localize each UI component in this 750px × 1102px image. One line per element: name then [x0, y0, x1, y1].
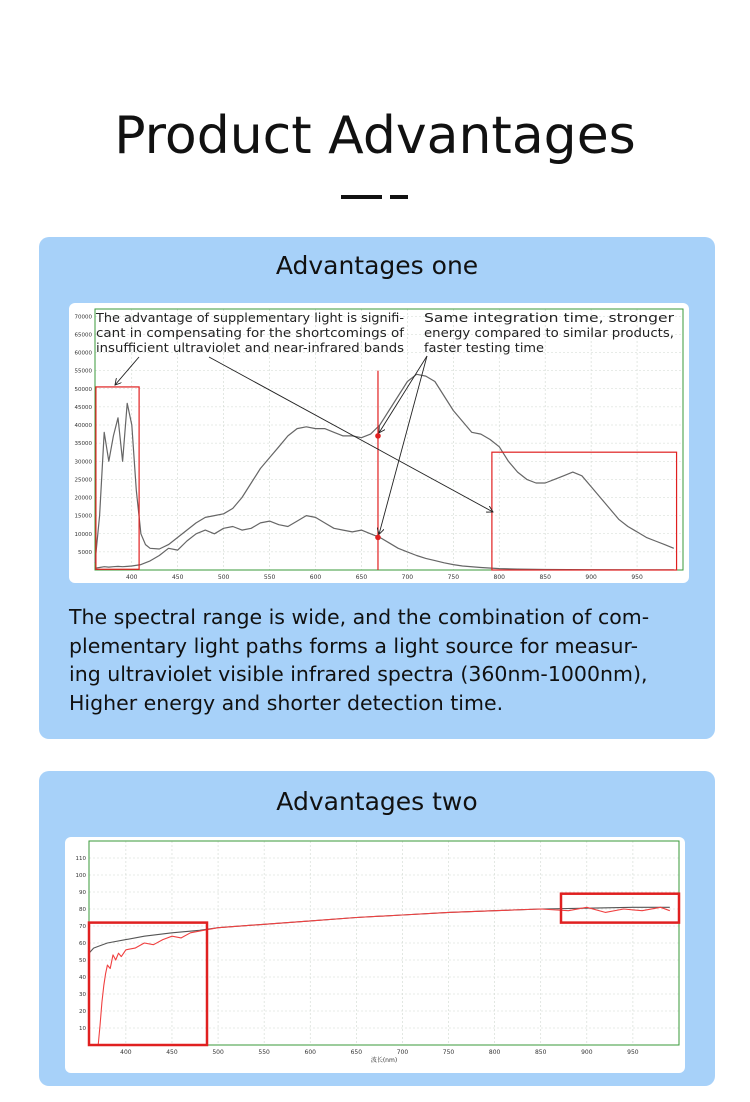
annotation-arrow [379, 356, 427, 534]
x-tick-label: 500 [217, 574, 230, 581]
annotation-text: faster testing time [424, 340, 545, 355]
description-line: Higher energy and shorter detection time. [69, 690, 504, 715]
x-tick-label: 400 [126, 574, 138, 581]
low-band-highlight-box [89, 923, 207, 1045]
x-tick-label: 600 [309, 574, 322, 581]
annotation-text: energy compared to similar products, [424, 325, 674, 340]
y-tick-label: 15000 [74, 513, 92, 520]
series-line-1 [95, 374, 674, 563]
advantage-two-panel [39, 771, 715, 1086]
x-tick-label: 900 [581, 1049, 593, 1056]
y-tick-label: 40 [79, 975, 86, 981]
y-tick-label: 65000 [74, 332, 92, 339]
uv-highlight-box [96, 387, 139, 569]
y-tick-label: 80 [79, 907, 86, 913]
advantage-one-panel [39, 237, 715, 739]
annotation-text: The advantage of supplementary light is signifi- [94, 310, 404, 325]
y-tick-label: 30000 [74, 459, 92, 466]
y-tick-label: 90 [79, 890, 86, 896]
series-line-1 [89, 907, 670, 953]
x-tick-label: 650 [350, 1049, 363, 1056]
y-tick-label: 30 [79, 992, 86, 998]
y-tick-label: 40000 [74, 423, 92, 429]
x-tick-label: 950 [631, 574, 643, 581]
advantage-one-heading: Advantages one [275, 251, 479, 280]
x-tick-label: 850 [539, 574, 551, 581]
y-tick-label: 10000 [74, 531, 92, 538]
y-tick-label: 55000 [74, 368, 92, 375]
x-tick-label: 800 [488, 1049, 501, 1056]
y-tick-label: 60 [79, 941, 86, 947]
x-tick-label: 900 [585, 574, 597, 581]
title-dash-short [390, 195, 408, 199]
x-tick-label: 750 [442, 1049, 455, 1056]
y-tick-label: 60000 [74, 350, 92, 357]
title-dash-long [341, 195, 382, 199]
advantage-one-description [69, 603, 689, 717]
x-tick-label: 450 [171, 574, 184, 581]
annotation-text: Same integration time, stronger [424, 310, 676, 325]
nir-highlight-box [492, 452, 677, 570]
y-tick-label: 70 [79, 924, 86, 930]
x-tick-label: 650 [355, 574, 368, 581]
x-axis-label: 波长(nm) [370, 1057, 398, 1064]
annotation-arrow [209, 357, 493, 512]
description-line: ing ultraviolet visible infrared spectra (360nm-1000nm), [69, 662, 648, 686]
x-tick-label: 750 [447, 574, 460, 581]
x-tick-label: 700 [401, 574, 414, 581]
x-tick-label: 550 [263, 574, 276, 581]
series-line-2 [95, 516, 674, 570]
x-tick-label: 500 [212, 1049, 224, 1056]
y-tick-label: 10 [79, 1026, 86, 1032]
spectrum-chart-card [69, 303, 689, 583]
y-tick-label: 70000 [74, 314, 92, 321]
annotation-arrow [379, 356, 427, 433]
x-tick-label: 550 [258, 1049, 270, 1056]
annotation-text: insufficient ultraviolet and near-infrared bands [96, 340, 404, 355]
y-tick-label: 35000 [74, 441, 92, 448]
marker-point-lower [375, 535, 381, 541]
description-line: The spectral range is wide, and the combination of com- [69, 605, 650, 629]
y-tick-label: 45000 [74, 404, 92, 411]
x-tick-label: 950 [627, 1049, 639, 1056]
y-tick-label: 20 [79, 1009, 86, 1015]
y-tick-label: 50000 [74, 386, 92, 393]
y-tick-label: 50 [79, 958, 86, 964]
y-tick-label: 100 [75, 873, 86, 879]
y-tick-label: 25000 [74, 477, 92, 484]
series-line-2 [98, 907, 670, 1045]
transmittance-chart [65, 837, 685, 1073]
x-tick-label: 700 [396, 1049, 409, 1056]
y-tick-label: 5000 [78, 549, 92, 556]
y-tick-label: 20000 [74, 495, 92, 502]
annotation-text: cant in compensating for the shortcomings of [96, 325, 405, 340]
x-tick-label: 600 [304, 1049, 316, 1056]
description-line: plementary light paths forms a light source for measur- [69, 633, 638, 658]
spectrum-chart [69, 303, 689, 583]
x-tick-label: 800 [493, 574, 505, 581]
x-tick-label: 400 [120, 1049, 132, 1056]
y-tick-label: 110 [75, 856, 86, 862]
advantage-two-heading: Advantages two [276, 787, 478, 816]
x-tick-label: 450 [166, 1049, 178, 1056]
marker-point-upper [375, 433, 381, 439]
annotation-arrow [115, 357, 139, 385]
page-title: Product Advantages [114, 106, 636, 166]
x-tick-label: 850 [534, 1049, 547, 1056]
transmittance-chart-card [65, 837, 685, 1073]
